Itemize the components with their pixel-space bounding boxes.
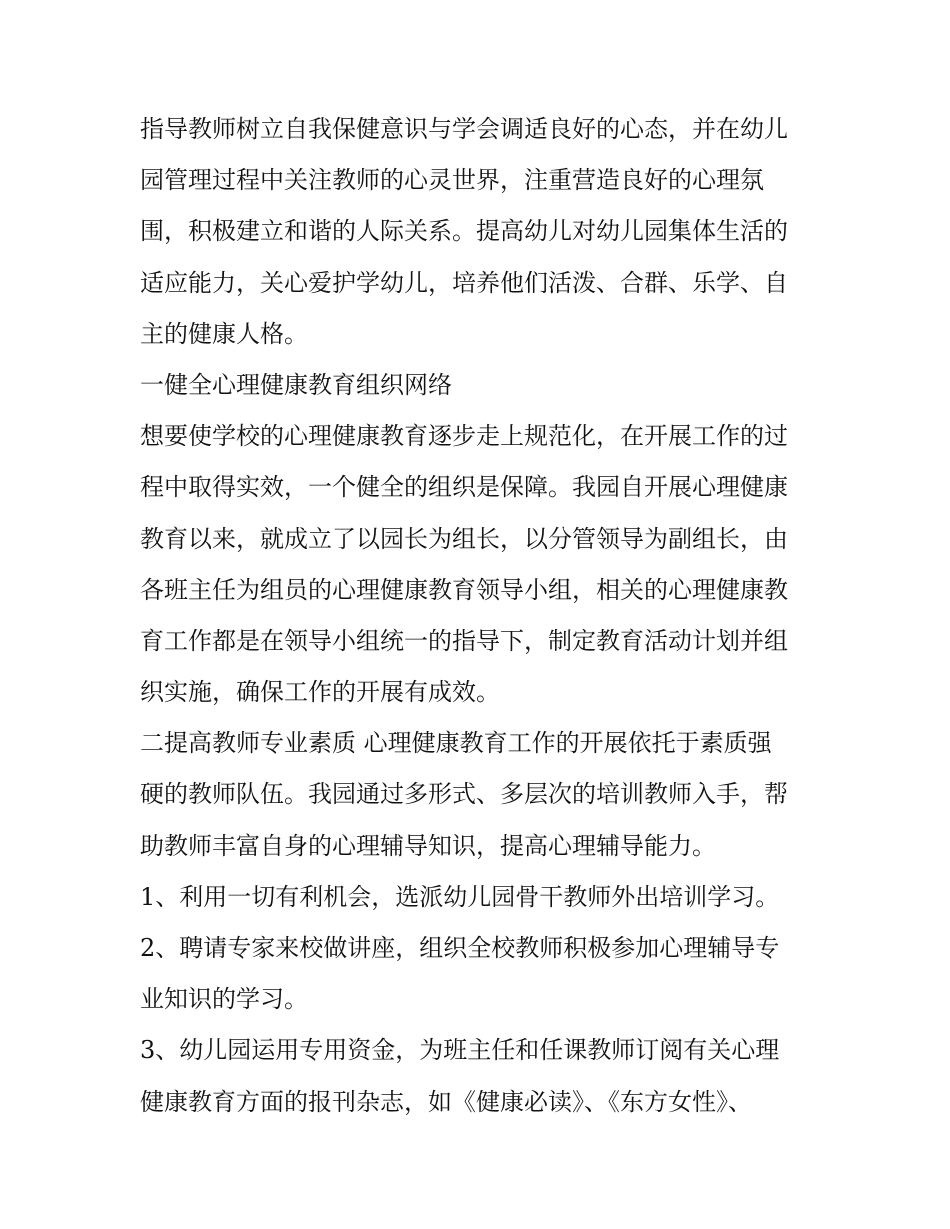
section-heading-1: 一健全心理健康教育组织网络 [140,370,452,399]
body-text-line: 适应能力，关心爱护学幼儿，培养他们活泼、合群、乐学、自 [140,268,788,297]
body-text-line: 指导教师树立自我保健意识与学会调适良好的心态，并在幼儿 [140,115,788,143]
body-text-line: 硬的教师队伍。我园通过多形式、多层次的培训教师入手，帮 [140,780,788,809]
body-text-line: 育工作都是在领导小组统一的指导下，制定教育活动计划并组 [140,626,788,655]
body-text-line: 园管理过程中关注教师的心灵世界，注重营造良好的心理氛 [140,166,764,195]
list-item-3: 3、幼儿园运用专用资金，为班主任和任课教师订阅有关心理 [140,1036,780,1065]
body-text-line: 主的健康人格。 [140,319,308,348]
body-text-line: 围，积极建立和谐的人际关系。提高幼儿对幼儿园集体生活的 [140,217,788,246]
body-text-line: 程中取得实效，一个健全的组织是保障。我园自开展心理健康 [140,473,788,502]
body-text-line: 织实施，确保工作的开展有成效。 [140,678,500,707]
list-item-1: 1、利用一切有利机会，选派幼儿园骨干教师外出培训学习。 [140,882,780,911]
list-item-2: 2、聘请专家来校做讲座，组织全校教师积极参加心理辅导专 [140,934,780,962]
body-text-line: 业知识的学习。 [140,985,308,1014]
document-body [140,104,820,1128]
body-text-line: 健康教育方面的报刊杂志，如《健康必读》、《东方女性》、 [140,1087,752,1116]
section-heading-2: 二提高教师专业素质 心理健康教育工作的开展依托于素质强 [140,729,772,758]
body-text-line: 助教师丰富自身的心理辅导知识，提高心理辅导能力。 [140,831,716,860]
body-text-line: 教育以来，就成立了以园长为组长，以分管领导为副组长，由 [140,524,788,553]
body-text-line: 各班主任为组员的心理健康教育领导小组，相关的心理健康教 [140,575,788,604]
body-text-line: 想要使学校的心理健康教育逐步走上规范化，在开展工作的过 [140,422,788,451]
